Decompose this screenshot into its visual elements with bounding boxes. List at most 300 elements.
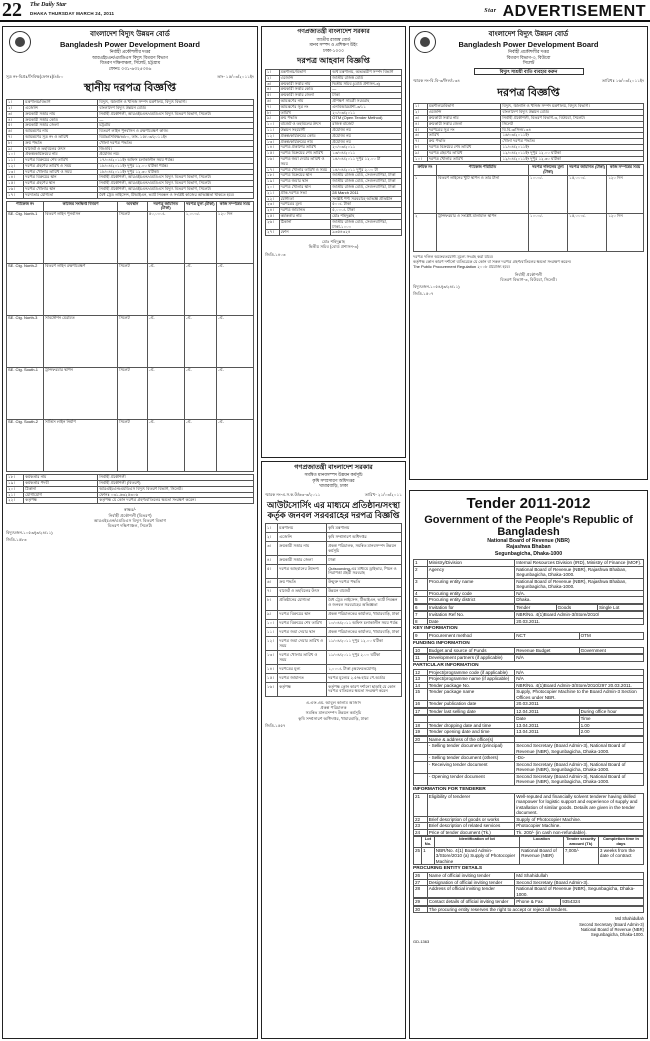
- table-cell: ১০।: [266, 619, 278, 628]
- table-cell: - Selling tender document (principal): [427, 743, 514, 755]
- table-header-row: [7, 201, 254, 212]
- table-row: [7, 498, 254, 504]
- table-row: [266, 628, 402, 637]
- tender-table: [413, 647, 644, 655]
- table-row: [7, 192, 254, 198]
- table-cell: 8: [414, 618, 428, 625]
- table-cell: দরপত্র গ্রহণের স্থান: [24, 181, 98, 187]
- table-cell: ২০/০৩/২০১১: [331, 110, 402, 116]
- table-cell: ১৪/০৪/২০১১ দুপুর ১২.০০ টা: [331, 156, 402, 167]
- table-cell: ২৬।: [266, 219, 280, 230]
- gd-number: জিডি-১৫৮৩: [6, 537, 27, 543]
- ad-header: গণপ্রজাতন্ত্রী বাংলাদেশ সরকার: [294, 464, 373, 471]
- table-cell: ৯।: [7, 146, 24, 152]
- table-cell: ১৬।: [266, 683, 278, 697]
- table-cell: ১০০০/-: [529, 175, 568, 213]
- table-cell: ১১।: [266, 628, 278, 637]
- table-cell: Second Secretary (Board Admin-3).: [515, 879, 644, 886]
- table-row: [414, 701, 644, 708]
- table-cell: ২।: [7, 105, 24, 111]
- table-cell: ক্রয়কারী সত্তার জেলা: [427, 121, 501, 127]
- table-cell: Tk. 200/- (in cash non-refundable).: [515, 829, 644, 836]
- table-header-cell: প্যাকেজ নং: [7, 201, 44, 212]
- table-cell: Tender: [515, 604, 556, 611]
- table-cell: 21: [414, 793, 428, 816]
- table-cell: দরপত্র খোলার তারিখ ও সময়: [24, 169, 98, 175]
- table-row: [266, 230, 402, 236]
- table-cell: তারিখ: [279, 110, 331, 116]
- table-row: [266, 524, 402, 533]
- table-cell: ৩।: [414, 115, 428, 121]
- table-cell: ১৭/০৪/২০১১ইং অফিস চলাকালীন সময় পর্যন্ত।: [98, 158, 254, 164]
- table-cell: দরপত্রের মূল্য: [278, 665, 327, 674]
- ad-code: বিদ্যুৎ/জন-১০৫৩/(৩/২৪/১১): [6, 530, 53, 536]
- table-cell: উন্নয়ন সহযোগী: [279, 127, 331, 133]
- table-cell: মন্ত্রণালয়/বিভাগ: [24, 100, 98, 106]
- table-cell: বিতরণ লাইন রক্ষণাবেক্ষণ: [44, 264, 118, 316]
- table-cell: - Receiving tender document: [427, 761, 514, 773]
- signature-block: [265, 700, 402, 721]
- table-cell: ২।: [266, 75, 280, 81]
- table-cell: Procuring entity code: [427, 590, 514, 597]
- table-cell: SE. Ctg. North-2: [7, 264, 44, 316]
- table-cell: 13: [414, 676, 428, 683]
- table-cell: 27: [414, 879, 428, 886]
- table-header-row: [414, 837, 644, 848]
- tender-gov: Government of the People's Republic of Bangladesh: [424, 513, 633, 538]
- table-cell: Md Shahidullah: [515, 873, 644, 880]
- table-cell: বাজেট ও তহবিলের উৎস: [278, 587, 327, 596]
- table-cell: ১৪।: [266, 665, 278, 674]
- table-cell: Invitation for: [427, 604, 514, 611]
- table-cell: 7,000/-: [563, 847, 598, 865]
- table-cell: কর্তৃপক্ষ: [278, 683, 327, 697]
- table-cell: 20: [414, 736, 428, 743]
- table-cell: Well-reputed and financially solvent tenderer having skilled manpower for logistic support and experience of supply and installation of similar goods. Details are given in the tender document.: [515, 793, 644, 816]
- table-cell: দরপত্র গ্রহণের তারিখ: [427, 150, 501, 156]
- table-cell: দরপত্র বিক্রয়ের স্থান: [279, 173, 331, 179]
- section-heading: FUNDING INFORMATION: [413, 640, 470, 646]
- table-cell: Date: [515, 716, 579, 723]
- table-cell: 3: [414, 578, 428, 590]
- table-header-cell: ক্রমিক নং: [414, 165, 437, 176]
- table-cell: 26: [414, 873, 428, 880]
- table-cell: ৯৩৫৪৩২৪: [331, 230, 402, 236]
- signature-line: সমন্বিত মানবসম্পদ উন্নয়ন কর্মসূচি: [305, 710, 362, 716]
- table-cell: নির্বাহী প্রকৌশলী: [98, 475, 254, 481]
- office-lines: [265, 472, 402, 489]
- table-cell: ৫০০/- টাকা: [331, 202, 402, 208]
- table-cell: -ঐ-: [147, 264, 184, 316]
- nbr-bn-tender-ad: [261, 26, 406, 458]
- table-cell: Internal Resources Division (IRD), Ministry of Finance (MOF).: [515, 560, 644, 567]
- signature-line: আরএইচএন/এমডিএস বিদ্যুৎ বিতরণ বিভাগ: [93, 517, 167, 523]
- table-cell: 15: [414, 689, 428, 701]
- table-cell: -ঐ-: [147, 316, 184, 368]
- table-cell: Second Secretary (Board Admin-3), National Board of Revenue (NBR), Segunbagicha, Dhaka-1000.: [515, 743, 644, 755]
- table-cell: কর্তৃপক্ষ কোন কারণ দর্শানো ছাড়াই যে কোন দরপত্র বাতিলের ক্ষমতা সংরক্ষণ করেন: [327, 683, 402, 697]
- masthead: [0, 0, 650, 22]
- table-cell: - Selling tender document (others): [427, 755, 514, 762]
- table-cell: ৫।: [266, 93, 280, 99]
- signature-line: এ.এফ.এম. আবুল কালাম আজাদ: [305, 699, 362, 705]
- table-cell: Supply, Photocopier Machine to the Board Admin-3 Section Offices under NBR.: [515, 689, 644, 701]
- table-cell: ক্রয়কারী সত্তার জেলা: [278, 556, 327, 565]
- table-cell: 28: [414, 886, 428, 898]
- table-cell: Invitation Ref No.: [427, 612, 514, 619]
- table-cell: নির্বাহী প্রকৌশলী, আরএইচএন/এমডিএস বিদ্যুৎ বিতরণ বিভাগ, সিলেট।: [98, 111, 254, 117]
- table-cell: ৫,০০০/- টাকা: [331, 208, 402, 214]
- table-row: [266, 156, 402, 167]
- table-cell: National Board of Revenue (NBR), Segunbagicha, Dhaka-1000.: [515, 886, 644, 898]
- table-row: [414, 604, 644, 611]
- table-row: [414, 899, 644, 906]
- ref-line: [6, 74, 254, 79]
- table-cell: 2.00: [579, 729, 643, 736]
- table-cell: -Do-: [515, 755, 644, 762]
- table-cell: 7: [414, 612, 428, 619]
- office-line: কৃষি সম্প্রসারণ অধিদপ্তর: [312, 477, 355, 483]
- table-cell: দরপত্র জমার স্থান: [279, 179, 331, 185]
- table-cell: বাজেট ও তহবিলের উৎস: [24, 146, 98, 152]
- table-cell: ১৫।: [266, 151, 280, 157]
- table-cell: ৯।: [414, 150, 428, 156]
- table-header-cell: কাজ সম্পন্নের সময়: [216, 201, 253, 212]
- table-cell: -ঐ-: [216, 368, 253, 420]
- table-row: [414, 175, 644, 213]
- table-cell: ১।: [7, 100, 24, 106]
- table-cell: ২১।: [7, 492, 24, 498]
- table-cell: NBR/No. 4(1) Board Admin-3/Store/2010 (a) Supply of Photocopier Machine: [434, 847, 519, 865]
- table-cell: Budget and source of Funds: [427, 647, 514, 654]
- table-cell: NCT: [515, 633, 579, 640]
- table-cell: ১৪/০৪/২০১১ দুপুর ২.০০ টা: [331, 167, 402, 173]
- tender-table: [413, 736, 644, 786]
- table-cell: -ঐ-: [184, 264, 216, 316]
- table-cell: ৫।: [7, 123, 24, 129]
- table-cell: প্রকল্প/কার্যক্রমের নাম: [24, 152, 98, 158]
- section-label: [484, 2, 646, 22]
- table-cell: প্রাক-দরপত্র সভা: [279, 190, 331, 196]
- table-cell: ক্রয় পদ্ধতি: [279, 116, 331, 122]
- note-line: দরপত্র দলিল অফেরতযোগ্য মূল্যে সংগ্রহ করা যাবে।: [413, 253, 494, 259]
- table-cell: ১০।: [266, 122, 280, 128]
- table-cell: ক্রয়কারী সত্তার জেলা: [279, 93, 331, 99]
- table-cell: Procurement method: [427, 633, 514, 640]
- table-cell: ট্রান্সফরমার ও সংশ্লিষ্ট মালামাল স্থাপন: [437, 213, 529, 251]
- table-cell: দরপত্র বিক্রয়ের শেষ তারিখ: [427, 144, 501, 150]
- table-cell: সিলেট: [118, 212, 148, 264]
- tail-table: [6, 474, 254, 504]
- table-cell: নির্বাহী প্রকৌশলী, আরএইচএন/এমডিএস বিদ্যুৎ বিতরণ বিভাগ, সিলেট।: [98, 181, 254, 187]
- table-cell: 20.03.2011.: [515, 618, 644, 625]
- table-cell: বৈধ ট্রেড লাইসেন্স, টিআইএন, ভ্যাট নিবন্ধন ও জনবল সরবরাহের অভিজ্ঞতা: [327, 596, 402, 610]
- table-cell: আমন্ত্রণের সূত্র নং ও তারিখ: [24, 134, 98, 140]
- notice-title: স্থানীয় দরপত্র বিজ্ঞপ্তি: [83, 82, 177, 95]
- table-cell: ১৪।: [266, 145, 280, 151]
- signature-line: বিতরণ বিভাগ-৩, বিউবো, সিলেট।: [500, 277, 557, 283]
- table-cell: Procuring entity name: [427, 578, 514, 590]
- table-cell: ৫০,০০০/-: [147, 212, 184, 264]
- table-row: [266, 683, 402, 697]
- table-cell: ৩।: [266, 542, 278, 556]
- table-cell: ঢাকা: [331, 93, 402, 99]
- table-cell: ১১/০৪/২০১১ দুপুর ২.০০ ঘটিকা: [327, 651, 402, 665]
- table-cell: ২২।: [7, 498, 24, 504]
- table-cell: ৮।: [414, 144, 428, 150]
- table-header-cell: [414, 837, 422, 848]
- section-heading: PARTICULAR INFORMATION: [413, 662, 479, 668]
- table-cell: ৯।: [266, 610, 278, 619]
- table-cell: 19: [414, 729, 428, 736]
- table-cell: দরপত্র আহবানের উদ্দেশ্য: [278, 564, 327, 578]
- table-cell: ১,০০০/- টাকা (অফেরতযোগ্য): [327, 665, 402, 674]
- ref-number: স্মারক নং-এ.স.ক.উ/৬৩-৩/২০১১: [265, 491, 321, 497]
- table-cell: কর্মকর্তার পদবী: [24, 481, 98, 487]
- table-cell: Revenue Budget: [515, 647, 579, 654]
- table-cell: 14: [414, 682, 428, 689]
- table-cell: NBR/No. 4(1)Board Admin-3/Store/2010/297 20.03.2011.: [515, 682, 644, 689]
- table-cell: The procuring entity reserves the right to accept or reject all tenders.: [427, 906, 643, 913]
- table-cell: -ঐ-: [184, 420, 216, 472]
- table-cell: নির্বাহী প্রকৌশলী, বিতরণ বিভাগ-৩, বিউবো, সিলেট।: [501, 115, 644, 121]
- table-cell: SE. Ctg. North-3: [7, 316, 44, 368]
- table-cell: ঢাকা: [327, 556, 402, 565]
- ref-date: তারিখ- ২১/০৩/২০১১: [364, 491, 402, 497]
- office-line: নির্বাহী প্রকৌশলীর দপ্তর: [109, 49, 151, 55]
- signature-line: মোঃ শহিদুল্লাহ: [321, 239, 346, 245]
- table-cell: জাতীয় রাজস্ব বোর্ড, সেগুনবাগিচা, ঢাকা-১০০০: [331, 219, 402, 230]
- table-cell: ৮।: [266, 110, 280, 116]
- table-cell: -ঐ-: [184, 368, 216, 420]
- table-cell: —: [331, 87, 402, 93]
- table-cell: -ঐ-: [147, 368, 184, 420]
- table-cell: ১৯।: [7, 481, 24, 487]
- table-row: [266, 564, 402, 578]
- office-lines: [265, 37, 402, 54]
- table-cell: খোলা দরপত্র পদ্ধতি।: [501, 139, 644, 145]
- table-cell: আরএইচএন/এমডিএস বিদ্যুৎ বিতরণ বিভাগ, সিলেট।: [98, 486, 254, 492]
- table-cell: নির্বাহী প্রকৌশলী, আরএইচএন/এমডিএস বিদ্যুৎ বিতরণ বিভাগ, সিলেট।: [98, 187, 254, 193]
- table-cell: ৩।: [7, 111, 24, 117]
- table-cell: ৫।: [266, 564, 278, 578]
- table-cell: প্রযোজ্য নয়: [331, 127, 402, 133]
- signature-line: বিতরণ দক্ষিণাঞ্চল, সিলেট।: [107, 523, 153, 528]
- table-cell: বি.বি-৩/সিল/১৩৪: [501, 127, 644, 133]
- table-cell: ১২০ দিন: [607, 175, 644, 213]
- table-row: [414, 773, 644, 785]
- table-row: [7, 212, 254, 264]
- table-cell: দরপত্র বিক্রয়ের শেষ তারিখ: [24, 158, 98, 164]
- table-cell: 16: [414, 701, 428, 708]
- notice-title: দরপত্র বিজ্ঞপ্তি: [497, 86, 560, 99]
- table-row: [266, 587, 402, 596]
- office-line: জাতীয় রাজস্ব বোর্ড: [316, 36, 351, 42]
- table-cell: ১৬/০৩/২০১১ইং: [501, 133, 644, 139]
- table-row: [414, 655, 644, 662]
- table-cell: ১১।: [7, 158, 24, 164]
- table-cell: সংশ্লিষ্ট পণ্য সরবরাহে অভিজ্ঞ প্রতিষ্ঠান: [331, 196, 402, 202]
- table-cell: মোঃ শহিদুল্লাহ: [331, 213, 402, 219]
- table-cell: ১৫,০০০/-: [568, 213, 607, 251]
- table-cell: বাজেট ও তহবিলের উৎস: [279, 122, 331, 128]
- table-cell: N/A.: [515, 590, 644, 597]
- table-row: [414, 578, 644, 590]
- table-cell: ৭।: [7, 134, 24, 140]
- office-line: খামারবাড়ি, ঢাকা: [319, 483, 348, 489]
- table-cell: অর্থ মন্ত্রণালয়, অভ্যন্তরীণ সম্পদ বিভাগ: [331, 70, 402, 76]
- table-cell: মন্ত্রণালয়/বিভাগ: [279, 70, 331, 76]
- table-header-cell: Identification of lot: [434, 837, 519, 848]
- table-cell: Designation of official inviting tender: [427, 879, 514, 886]
- table-cell: জাতীয় রাজস্ব বোর্ড: [331, 75, 402, 81]
- table-row: [414, 618, 644, 625]
- table-cell: Agency: [427, 566, 514, 578]
- table-cell: Dhaka.: [515, 597, 644, 604]
- table-cell: কর্মকর্তার নাম: [24, 475, 98, 481]
- table-cell: ১২০ দিন: [607, 213, 644, 251]
- ref-line: [265, 492, 402, 497]
- tender-table: [413, 906, 644, 914]
- table-cell: এনবিআর/প্রশা-৩/১১: [331, 104, 402, 110]
- table-cell: ২৪।: [266, 208, 280, 214]
- table-cell: ১২/০৪/২০১১ইং দুপুর ১২.০০ ঘটিকা: [501, 150, 644, 156]
- table-cell: NBR/No. 4(1)Board Admin-3/Store/2010/: [515, 612, 644, 619]
- table-cell: ৫।: [414, 127, 428, 133]
- office-lines: [6, 49, 254, 71]
- table-cell: SE. Ctg. South-2: [7, 420, 44, 472]
- ref-number: সূত্র নং-বিপ্রঃ/সিবিক্ষ(ফোনঃ)/৪/৮০: [6, 74, 64, 80]
- table-cell: বিদ্যুৎ, জ্বালানি ও খনিজ সম্পদ মন্ত্রণালয়, বিদ্যুৎ বিভাগ।: [501, 104, 644, 110]
- table-cell: 12: [414, 669, 428, 676]
- signature-block: [413, 272, 644, 283]
- gd-number: জিডি-১৫০৭: [413, 291, 434, 297]
- table-row: [414, 633, 644, 640]
- table-cell: Tender publication date: [427, 701, 514, 708]
- table-cell: প্রকল্প/কার্যক্রমের কোড: [279, 133, 331, 139]
- table-cell: ৮।: [266, 596, 278, 610]
- table-cell: Outsourcing-এর মাধ্যমে ড্রাইভার, পিয়ন ও নিরাপত্তা প্রহরী সরবরাহ: [327, 564, 402, 578]
- table-cell: ১১।: [266, 127, 280, 133]
- table-cell: সিলেট: [501, 121, 644, 127]
- table-row: [414, 597, 644, 604]
- table-cell: ১৩।: [266, 139, 280, 145]
- signature-line: নির্বাহী প্রকৌশলী: [514, 271, 543, 277]
- table-cell: বিতরণ লাইন পুনর্বাসন: [44, 212, 118, 264]
- table-cell: SE. Ctg. South-1: [7, 368, 44, 420]
- office-line: বিতরণ দক্ষিণাঞ্চল, সিলেট, চট্টগ্রাম: [99, 60, 161, 66]
- table-cell: প্রযোজ্য নয়: [331, 133, 402, 139]
- signature-line: National Board of Revenue (NBR): [580, 926, 644, 932]
- table-cell: [414, 773, 428, 785]
- table-cell: এজেন্সি: [427, 110, 501, 116]
- table-cell: Brief description of goods or works: [427, 816, 514, 823]
- info-table: [6, 99, 254, 199]
- table-cell: ৯।: [266, 116, 280, 122]
- table-cell: Government: [579, 647, 643, 654]
- table-cell: - Opening tender document: [427, 773, 514, 785]
- table-cell: ২১।: [266, 190, 280, 196]
- table-header-cell: দরপত্র মূল্য (টাকা): [184, 201, 216, 212]
- table-cell: National Board of Revenue (NBR), Rajashwa Bhaban, Segunbagicha, Dhaka-1000.: [515, 566, 644, 578]
- table-row: [414, 886, 644, 898]
- info-table: [265, 523, 402, 697]
- table-cell: SE. Ctg. North-1: [7, 212, 44, 264]
- section-heading: PROCURING ENTITY DETAILS: [413, 866, 483, 872]
- table-cell: খোলা দরপত্র পদ্ধতি।: [98, 140, 254, 146]
- table-cell: Procuring entity district: [427, 597, 514, 604]
- table-cell: 17: [414, 708, 428, 715]
- table-cell: ঠিকানা: [279, 219, 331, 230]
- table-cell: ১৮।: [266, 173, 280, 179]
- table-cell: 3 weeks from the date of contract: [598, 847, 643, 865]
- table-cell: ১।: [266, 70, 280, 76]
- table-cell: ২: [414, 213, 437, 251]
- table-row: [414, 793, 644, 816]
- table-cell: ২০।: [266, 184, 280, 190]
- table-cell: Goods: [556, 604, 597, 611]
- table-cell: 4: [414, 590, 428, 597]
- table-cell: Address of official inviting tender: [427, 886, 514, 898]
- ref-date: তারিখঃ ১৬/০৩/২০১১ইং: [601, 78, 644, 84]
- table-cell: প্রতিষ্ঠানের যোগ্যতা: [278, 596, 327, 610]
- table-cell: 1: [414, 560, 428, 567]
- bpdb-logo-icon: [414, 31, 436, 53]
- table-cell: বাংলাদেশ বিদ্যুৎ উন্নয়ন বোর্ড।: [98, 105, 254, 111]
- table-cell: ৭।: [266, 587, 278, 596]
- table-cell: ১৮/০৪/২০১১ইং দুপুর ১২.০০ ঘটিকা পর্যন্ত।: [98, 163, 254, 169]
- table-cell: -ঐ-: [216, 316, 253, 368]
- note-line: The Public Procurement Regulation ২০০৮ প্রযোজ্য হবে।: [413, 263, 511, 269]
- table-row: [414, 682, 644, 689]
- table-cell: দরপত্র জমা দেয়ার তারিখ ও সময়: [278, 637, 327, 651]
- table-cell: আমন্ত্রণের নাম: [279, 98, 331, 104]
- table-cell: ট্রান্সফরমার স্থাপন: [44, 368, 118, 420]
- table-cell: প্রকল্প পরিচালকের কার্যালয়, খামারবাড়ি, ঢাকা: [327, 610, 402, 619]
- table-cell: ২৫।: [266, 213, 280, 219]
- table-cell: -ঐ-: [216, 420, 253, 472]
- tender-address: Segunbagicha, Dhaka-1000: [494, 550, 563, 557]
- table-cell: N/A: [515, 676, 644, 683]
- table-cell: Second Secretary (Board Admin-3), National Board of Revenue (NBR), Segunbagicha, Dhaka-1000.: [515, 761, 644, 773]
- table-header-cell: Lot No.: [422, 837, 435, 848]
- table-cell: ২।: [414, 110, 428, 116]
- table-cell: দরপত্রের সূত্র নং: [427, 127, 501, 133]
- table-cell: ক্রয় পদ্ধতি: [427, 139, 501, 145]
- table-cell: এজেন্সি: [278, 533, 327, 542]
- lot-table: [6, 201, 254, 473]
- table-cell: কর্মকর্তার নাম: [279, 213, 331, 219]
- table-cell: 1.00: [579, 722, 643, 729]
- table-cell: ক্রয়কারী সত্তার জেলা: [24, 123, 98, 129]
- table-cell: সার্ভিস লাইন নির্মাণ: [44, 420, 118, 472]
- signature-line: দ্বিতীয় সচিব (বোর্ড প্রশাসন-৩): [308, 244, 359, 250]
- table-cell: Eligibility of tenderer: [427, 793, 514, 816]
- table-cell: ১৬।: [7, 187, 24, 193]
- table-cell: উন্নয়ন বাজেট: [327, 587, 402, 596]
- table-cell: দরপত্র খোলার তারিখ ও সময়: [278, 651, 327, 665]
- table-cell: ১৯।: [266, 179, 280, 185]
- table-row: [266, 610, 402, 619]
- table-cell: কর্তৃপক্ষ: [24, 498, 98, 504]
- table-cell: দরপত্র বিক্রয়ের স্থান: [278, 610, 327, 619]
- tender-table: [413, 793, 644, 837]
- table-cell: ঠিকানা: [24, 486, 98, 492]
- tender-building: Rajashwa Bhaban: [506, 544, 551, 551]
- table-cell: ফোন: [279, 230, 331, 236]
- section-heading: KEY INFORMATION: [413, 626, 458, 632]
- table-row: [7, 264, 254, 316]
